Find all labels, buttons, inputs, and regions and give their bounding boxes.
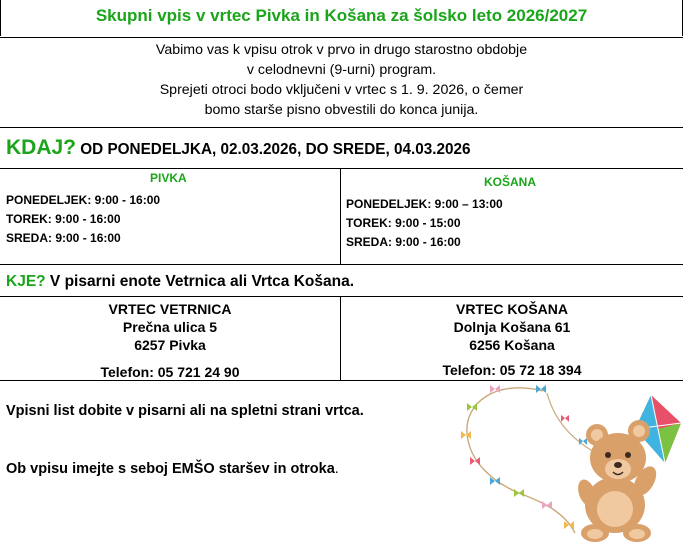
kosana-schedule xyxy=(346,195,503,252)
divider xyxy=(0,296,683,297)
schedule-row: TOREK: 9:00 - 15:00 xyxy=(346,216,461,230)
kosana-address xyxy=(341,300,683,354)
when-dates: OD PONEDELJKA, 02.03.2026, DO SREDE, 04.03.2026 xyxy=(76,141,471,158)
intro-line: v celodnevni (9-urni) program. xyxy=(246,62,437,78)
location-city: 6256 Košana xyxy=(469,337,555,353)
vetrnica-phone: Telefon: 05 721 24 90 xyxy=(100,364,240,380)
schedule-row: PONEDELJEK: 9:00 – 13:00 xyxy=(346,197,503,211)
emso-text: Ob vpisu imejte s seboj EMŠO staršev in otroka xyxy=(6,461,335,477)
kosana-phone: Telefon: 05 72 18 394 xyxy=(442,362,582,378)
form-note: Vpisni list dobite v pisarni ali na spletni strani vrtca. xyxy=(6,403,364,419)
where-text: V pisarni enote Vetrnica ali Vrtca Košana. xyxy=(45,273,355,290)
location-name: VRTEC KOŠANA xyxy=(455,301,568,317)
divider xyxy=(0,380,683,381)
kosana-heading: KOŠANA xyxy=(484,175,537,189)
location-name: VRTEC VETRNICA xyxy=(108,301,232,317)
pivka-schedule xyxy=(6,191,160,248)
column-divider xyxy=(340,168,341,264)
when-heading xyxy=(6,136,471,160)
intro-line: bomo starše pisno obvestili do konca junija. xyxy=(204,102,479,118)
intro-text xyxy=(0,40,683,120)
intro-line: Vabimo vas k vpisu otrok v prvo in drugo starostno obdobje xyxy=(155,42,528,58)
schedule-row: PONEDELJEK: 9:00 - 16:00 xyxy=(6,193,161,207)
emso-period: . xyxy=(334,461,339,477)
where-label: KJE? xyxy=(6,273,46,290)
intro-line: Sprejeti otroci bodo vključeni v vrtec s 1. 9. 2026, o čemer xyxy=(159,82,524,98)
where-heading xyxy=(6,273,354,291)
location-street: Prečna ulica 5 xyxy=(122,319,218,335)
divider xyxy=(0,168,683,169)
location-street: Dolnja Košana 61 xyxy=(453,319,571,335)
when-label: KDAJ? xyxy=(6,136,77,159)
pivka-heading: PIVKA xyxy=(150,171,187,185)
divider xyxy=(0,264,683,265)
location-city: 6257 Pivka xyxy=(134,337,206,353)
page-title: Skupni vpis v vrtec Pivka in Košana za šolsko leto 2026/2027 xyxy=(95,6,588,25)
vetrnica-address xyxy=(0,300,340,354)
schedule-row: SREDA: 9:00 - 16:00 xyxy=(346,235,461,249)
divider xyxy=(0,37,683,38)
emso-note xyxy=(6,461,339,477)
schedule-row: TOREK: 9:00 - 16:00 xyxy=(6,212,121,226)
divider xyxy=(0,127,683,128)
schedule-row: SREDA: 9:00 - 16:00 xyxy=(6,231,121,245)
teddy-bear-with-kite-icon xyxy=(455,383,683,543)
